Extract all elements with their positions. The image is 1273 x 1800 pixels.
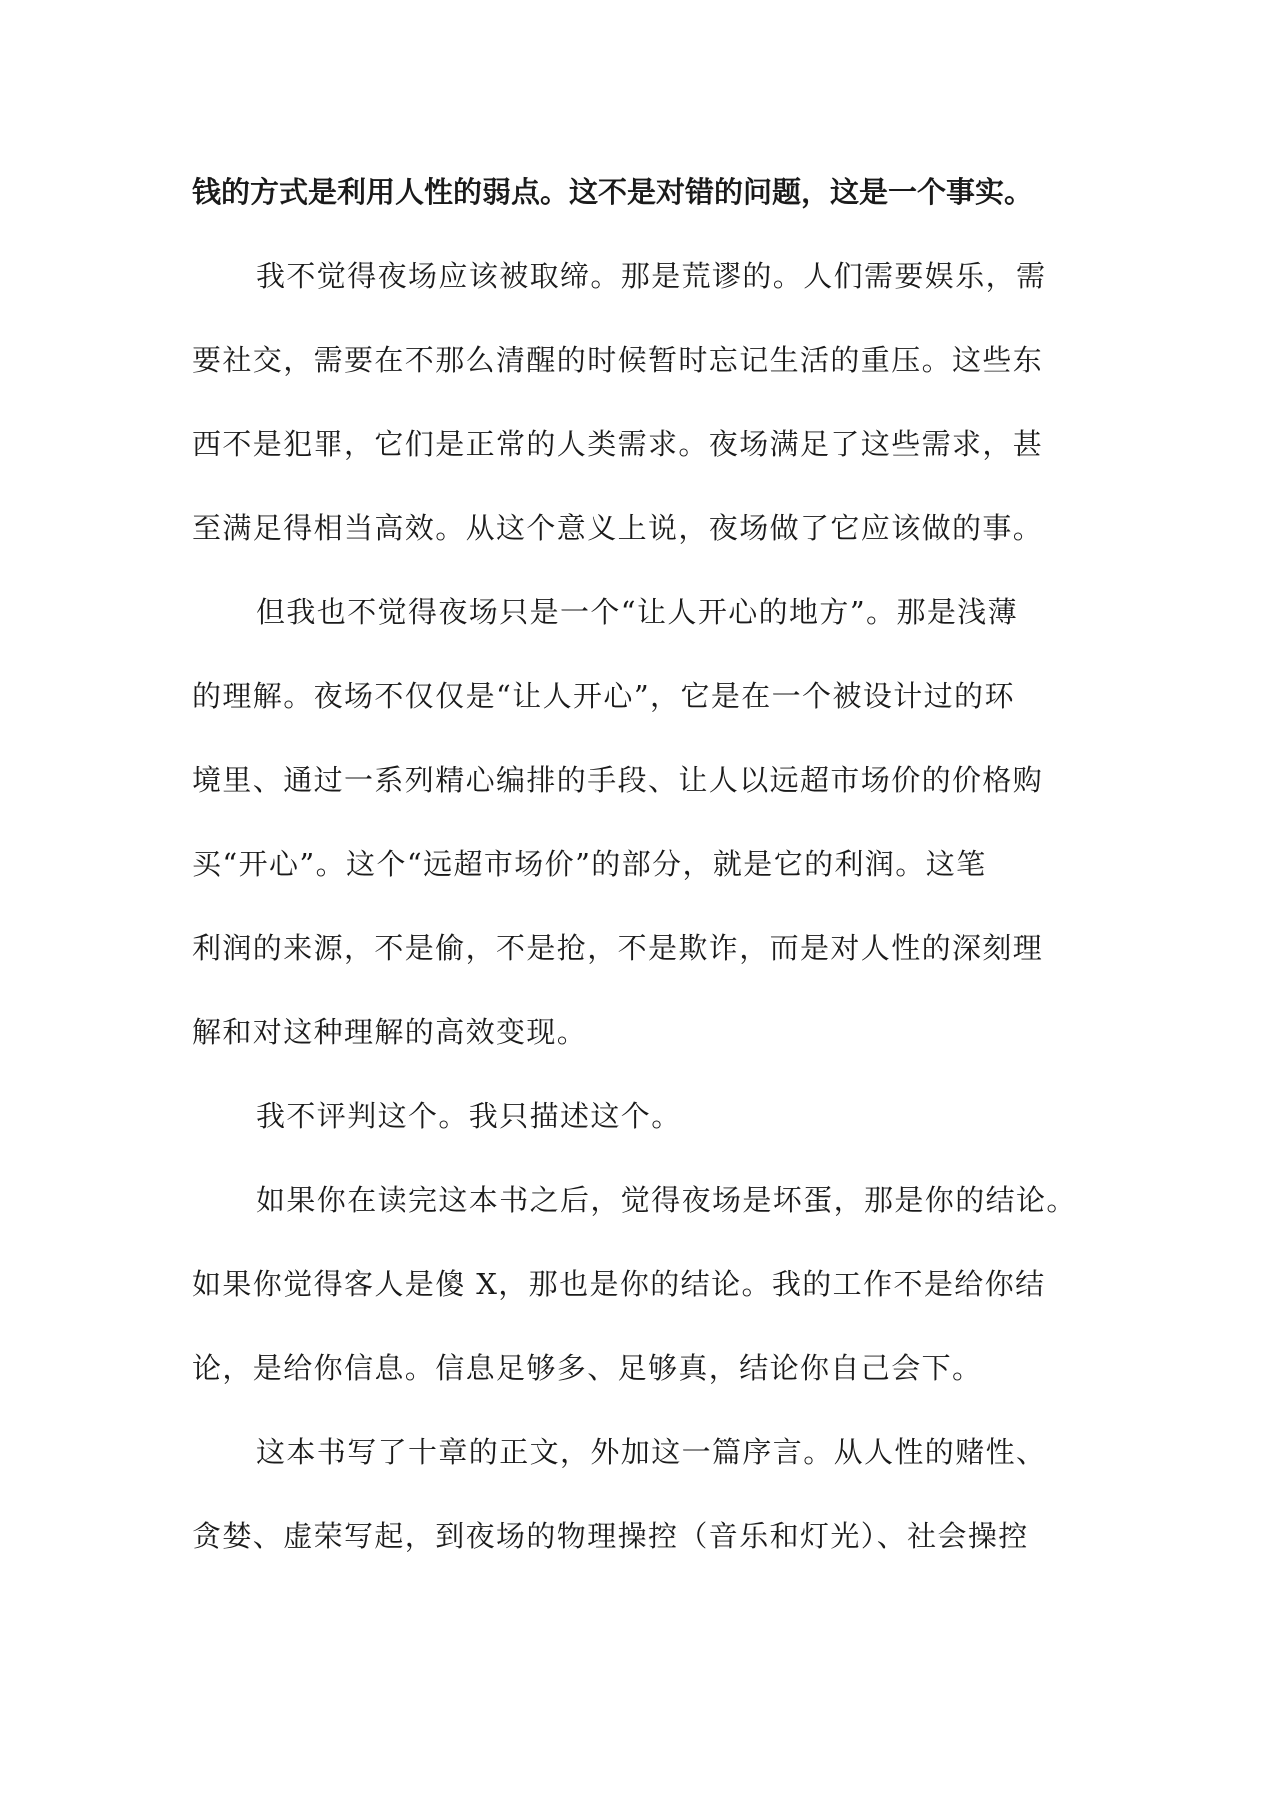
paragraph-line: 境里、通过一系列精心编排的手段、让人以远超市场价的价格购: [192, 763, 1044, 797]
document-page: [192, 150, 1084, 1578]
paragraph-line: 买“开心”。这个“远超市场价”的部分，就是它的利润。这笔: [192, 847, 987, 881]
paragraph-line: 要社交，需要在不那么清醒的时候暂时忘记生活的重压。这些东: [192, 343, 1044, 377]
paragraph-line: 利润的来源，不是偷，不是抢，不是欺诈，而是对人性的深刻理: [192, 931, 1044, 965]
paragraph-line: 但我也不觉得夜场只是一个“让人开心的地方”。那是浅薄: [256, 595, 1019, 629]
paragraph-line: 我不评判这个。我只描述这个。: [256, 1099, 682, 1133]
paragraph-line: 我不觉得夜场应该被取缔。那是荒谬的。人们需要娱乐，需: [256, 259, 1047, 293]
paragraph-line: 这本书写了十章的正文，外加这一篇序言。从人性的赌性、: [256, 1435, 1047, 1469]
paragraph-line: 西不是犯罪，它们是正常的人类需求。夜场满足了这些需求，甚: [192, 427, 1044, 461]
paragraph-line: 论，是给你信息。信息足够多、足够真，结论你自己会下。: [192, 1351, 983, 1385]
paragraph-line: 如果你觉得客人是傻 X，那也是你的结论。我的工作不是给你结: [192, 1267, 1046, 1301]
paragraph-line: 解和对这种理解的高效变现。: [192, 1015, 588, 1049]
paragraph-line: 钱的方式是利用人性的弱点。这不是对错的问题，这是一个事实。: [192, 175, 1034, 209]
paragraph-line: 至满足得相当高效。从这个意义上说，夜场做了它应该做的事。: [192, 511, 1044, 545]
paragraph-line: 贪婪、虚荣写起，到夜场的物理操控（音乐和灯光）、社会操控: [192, 1519, 1029, 1553]
paragraph-line: 如果你在读完这本书之后，觉得夜场是坏蛋，那是你的结论。: [256, 1183, 1077, 1217]
paragraph-line: 的理解。夜场不仅仅是“让人开心”，它是在一个被设计过的环: [192, 679, 1015, 713]
